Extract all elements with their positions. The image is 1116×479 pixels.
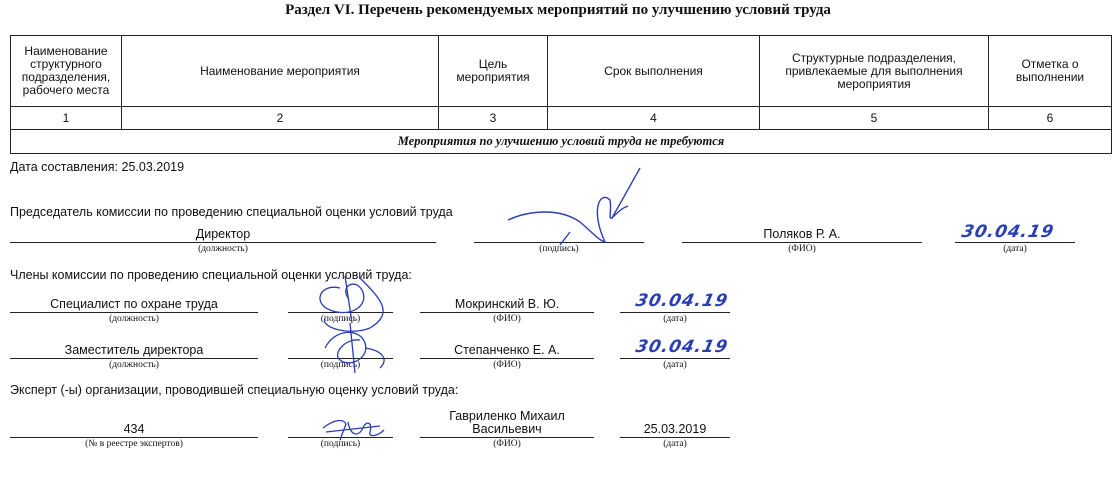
expert-date-field — [620, 418, 730, 449]
column-number: 2 — [122, 107, 439, 130]
expert-heading: Эксперт (-ы) организации, проводившей специальную оценку условий труда: — [10, 383, 459, 397]
column-number: 6 — [989, 107, 1112, 130]
expert-name-caption: (ФИО) — [493, 439, 521, 449]
member2-signature-caption: (подпись) — [320, 360, 361, 370]
expert-name-line2: Васильевич — [472, 422, 542, 436]
column-number: 3 — [439, 107, 548, 130]
no-measures-note: Мероприятия по улучшению условий труда не требуются — [11, 130, 1112, 154]
header-completion-mark: Отметка о выполнении — [989, 36, 1112, 107]
member1-name-caption: (ФИО) — [493, 314, 521, 324]
member1-name: Мокринский В. Ю. — [454, 297, 560, 311]
measures-table — [10, 35, 1112, 154]
chairman-signature-icon — [500, 160, 650, 250]
chairman-name-field — [682, 224, 922, 254]
expert-date-caption: (дата) — [663, 439, 687, 449]
chairman-position: Директор — [195, 227, 251, 241]
member2-name: Степанченко Е. А. — [454, 343, 560, 357]
member1-position: Специалист по охране труда — [50, 297, 218, 311]
member2-position-field — [10, 340, 258, 370]
member2-signature-icon — [310, 318, 400, 378]
expert-registry-number: 434 — [123, 422, 145, 436]
member1-date-handwritten: 30.04.19 — [633, 291, 731, 311]
header-deadline: Срок выполнения — [548, 36, 760, 107]
chairman-heading: Председатель комиссии по проведению специальной оценки условий труда — [10, 205, 453, 219]
expert-name — [420, 410, 594, 436]
table-header-row — [11, 36, 1112, 107]
member2-date-caption: (дата) — [663, 360, 687, 370]
member1-signature-caption: (подпись) — [320, 314, 361, 324]
table-number-row — [11, 107, 1112, 130]
expert-registry-caption: (№ в реестре экспертов) — [85, 439, 183, 449]
member2-name-caption: (ФИО) — [493, 360, 521, 370]
compilation-date — [10, 160, 184, 174]
member1-position-field — [10, 294, 258, 324]
member2-position: Заместитель директора — [64, 343, 204, 357]
expert-date: 25.03.2019 — [643, 422, 707, 436]
chairman-position-field — [10, 224, 436, 254]
table-note-row — [11, 130, 1112, 154]
header-department: Наименование структурного подразделения, рабочего места — [11, 36, 122, 107]
expert-name-line1: Гавриленко Михаил — [449, 409, 565, 423]
header-units: Структурные подразделения, привлекаемые для выполнения мероприятия — [760, 36, 989, 107]
member1-date-caption: (дата) — [663, 314, 687, 324]
members-heading: Члены комиссии по проведению специальной оценки условий труда: — [10, 268, 412, 282]
expert-registry-field — [10, 418, 258, 449]
member2-position-caption: (должность) — [109, 360, 159, 370]
member1-name-field — [420, 294, 594, 324]
expert-signature-icon — [318, 410, 388, 445]
member2-name-field — [420, 340, 594, 370]
chairman-date-caption: (дата) — [1003, 244, 1027, 254]
expert-name-field — [420, 404, 594, 449]
chairman-signature-caption: (подпись) — [539, 244, 579, 254]
chairman-position-caption: (должность) — [198, 244, 248, 254]
column-number: 4 — [548, 107, 760, 130]
compilation-date-label: Дата составления: — [10, 160, 119, 174]
compilation-date-value: 25.03.2019 — [121, 160, 185, 174]
member2-date-handwritten: 30.04.19 — [633, 337, 731, 357]
expert-signature-caption: (подпись) — [320, 439, 361, 449]
chairman-name-caption: (ФИО) — [788, 244, 816, 254]
section-title: Раздел VI. Перечень рекомендуемых мероприятий по улучшению условий труда — [285, 2, 831, 18]
column-number: 5 — [760, 107, 989, 130]
header-measure-name: Наименование мероприятия — [122, 36, 439, 107]
chairman-name: Поляков Р. А. — [763, 227, 841, 241]
header-goal: Цель мероприятия — [439, 36, 548, 107]
column-number: 1 — [11, 107, 122, 130]
chairman-date-handwritten: 30.04.19 — [959, 222, 1057, 242]
member1-position-caption: (должность) — [109, 314, 159, 324]
